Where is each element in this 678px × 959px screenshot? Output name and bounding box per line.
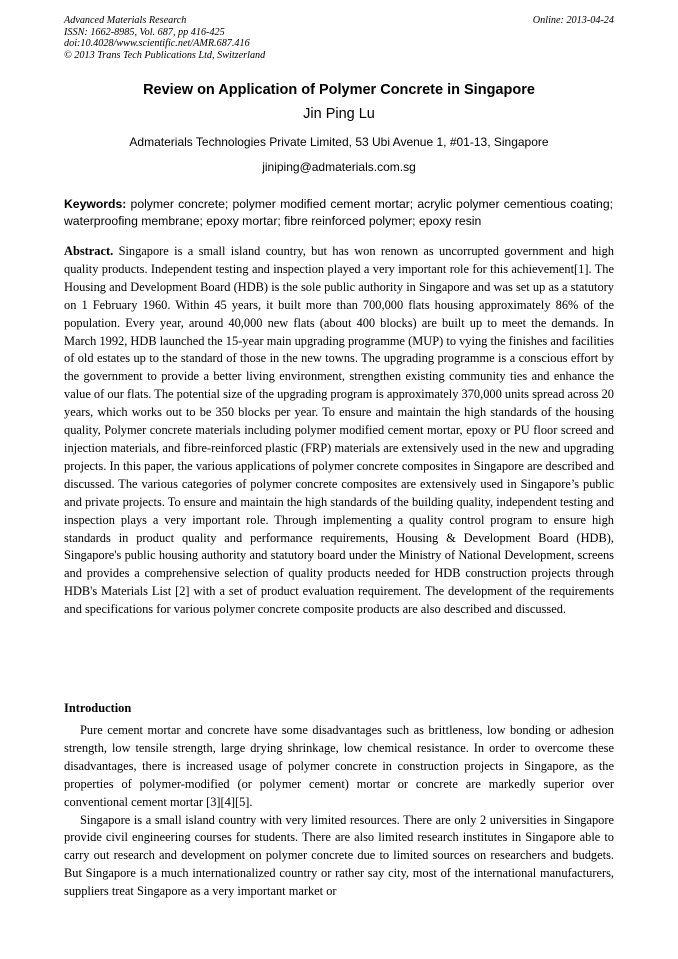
abstract <box>64 243 614 619</box>
keywords <box>64 196 613 231</box>
journal-header <box>64 15 265 61</box>
online-date: Online: 2013-04-24 <box>532 15 614 26</box>
intro-paragraph: Singapore is a small island country with very limited resources. There are only 2 universities in Singapore provide civil engineering courses for students. There are also limited research institutes in Singapore able to carry out research and development on polymer concrete due to limited sources on researchers and budgets. But Singapore is a much internationalized country or rather say city, most of the international manufacturers, suppliers treat Singapore as a very important market or <box>64 812 614 899</box>
introduction-heading: Introduction <box>64 701 132 715</box>
author-name: Jin Ping Lu <box>303 106 375 122</box>
introduction-body <box>64 722 614 901</box>
keywords-label: Keywords: <box>64 197 127 211</box>
copyright-line: © 2013 Trans Tech Publications Ltd, Switzerland <box>64 49 266 61</box>
author-affiliation: Admaterials Technologies Private Limited, 53 Ubi Avenue 1, #01-13, Singapore <box>129 135 549 149</box>
paper-title: Review on Application of Polymer Concrete in Singapore <box>143 82 535 98</box>
keywords-text: polymer concrete; polymer modified cement mortar; acrylic polymer cementious coating; waterproofing membrane; epoxy mortar; fibre reinforced polymer; epoxy resin <box>64 197 613 229</box>
abstract-label: Abstract. <box>64 244 114 258</box>
issn-line: ISSN: 1662-8985, Vol. 687, pp 416-425 <box>64 26 225 38</box>
journal-name: Advanced Materials Research <box>64 15 187 26</box>
intro-paragraph: Pure cement mortar and concrete have some disadvantages such as brittleness, low bonding or adhesion strength, low tensile strength, large drying shrinkage, low chemical resistance. In order to overcome these disadvantages, there is increased usage of polymer concrete in construction projects in Singapore, as the properties of polymer-modified (or polymer cement) mortar or concrete are markedly superior over conventional cement mortar [3][4][5]. <box>64 723 614 809</box>
doi-line: doi:10.4028/www.scientific.net/AMR.687.416 <box>64 38 250 50</box>
author-email: jiniping@admaterials.com.sg <box>262 160 416 174</box>
abstract-text: Singapore is a small island country, but has won renown as uncorrupted government and high quality products. Independent testing and inspection played a very important role for this achievement[1]. The Housing and Development Board (HDB) is the sole public authority in Singapore and was set up as a statutory on 1 February 1960. Within 45 years, it built more than 700,000 flats housing approximately 86% of the population. Every year, around 40,000 new flats (about 400 blocks) are built up to meet the demands. In March 1992, HDB launched the 15-year main upgrading programme (MUP) to vying the finishes and facilities of old estates up to the standard of those in the new towns. The upgrading programme is a conscious effort by the government to provide a better living environment, strengthen existing community ties and enhance the value of our flats. The potential size of the upgrading program is approximately 370,000 units spread across 20 years, which works out to be 350 blocks per year. To ensure and maintain the high standards of the housing quality, Polymer concrete materials including polymer modified cement mortar, epoxy or PU floor screed and injection materials, and fibre-reinforced plastic (FRP) materials are extensively used in the new and upgrading projects. In this paper, the various applications of polymer concrete composites in Singapore are described and discussed. The various categories of polymer concrete composites are extensively used in Singapore’s public and private projects. To ensure and maintain the high standards of the building quality, independent testing and inspection plays a very important role. Through implementing a quality control program to ensure high standards in product quality and performance requirements, Housing & Development Board (HDB), Singapore's public housing authority and statutory board under the Ministry of National Development, screens and provides a comprehensive selection of quality products needed for HDB construction projects through HDB's Materials List [2] with a set of product evaluation requirement. The development of the requirements and specifications for various polymer concrete composite products are also described and discussed. <box>64 244 614 617</box>
